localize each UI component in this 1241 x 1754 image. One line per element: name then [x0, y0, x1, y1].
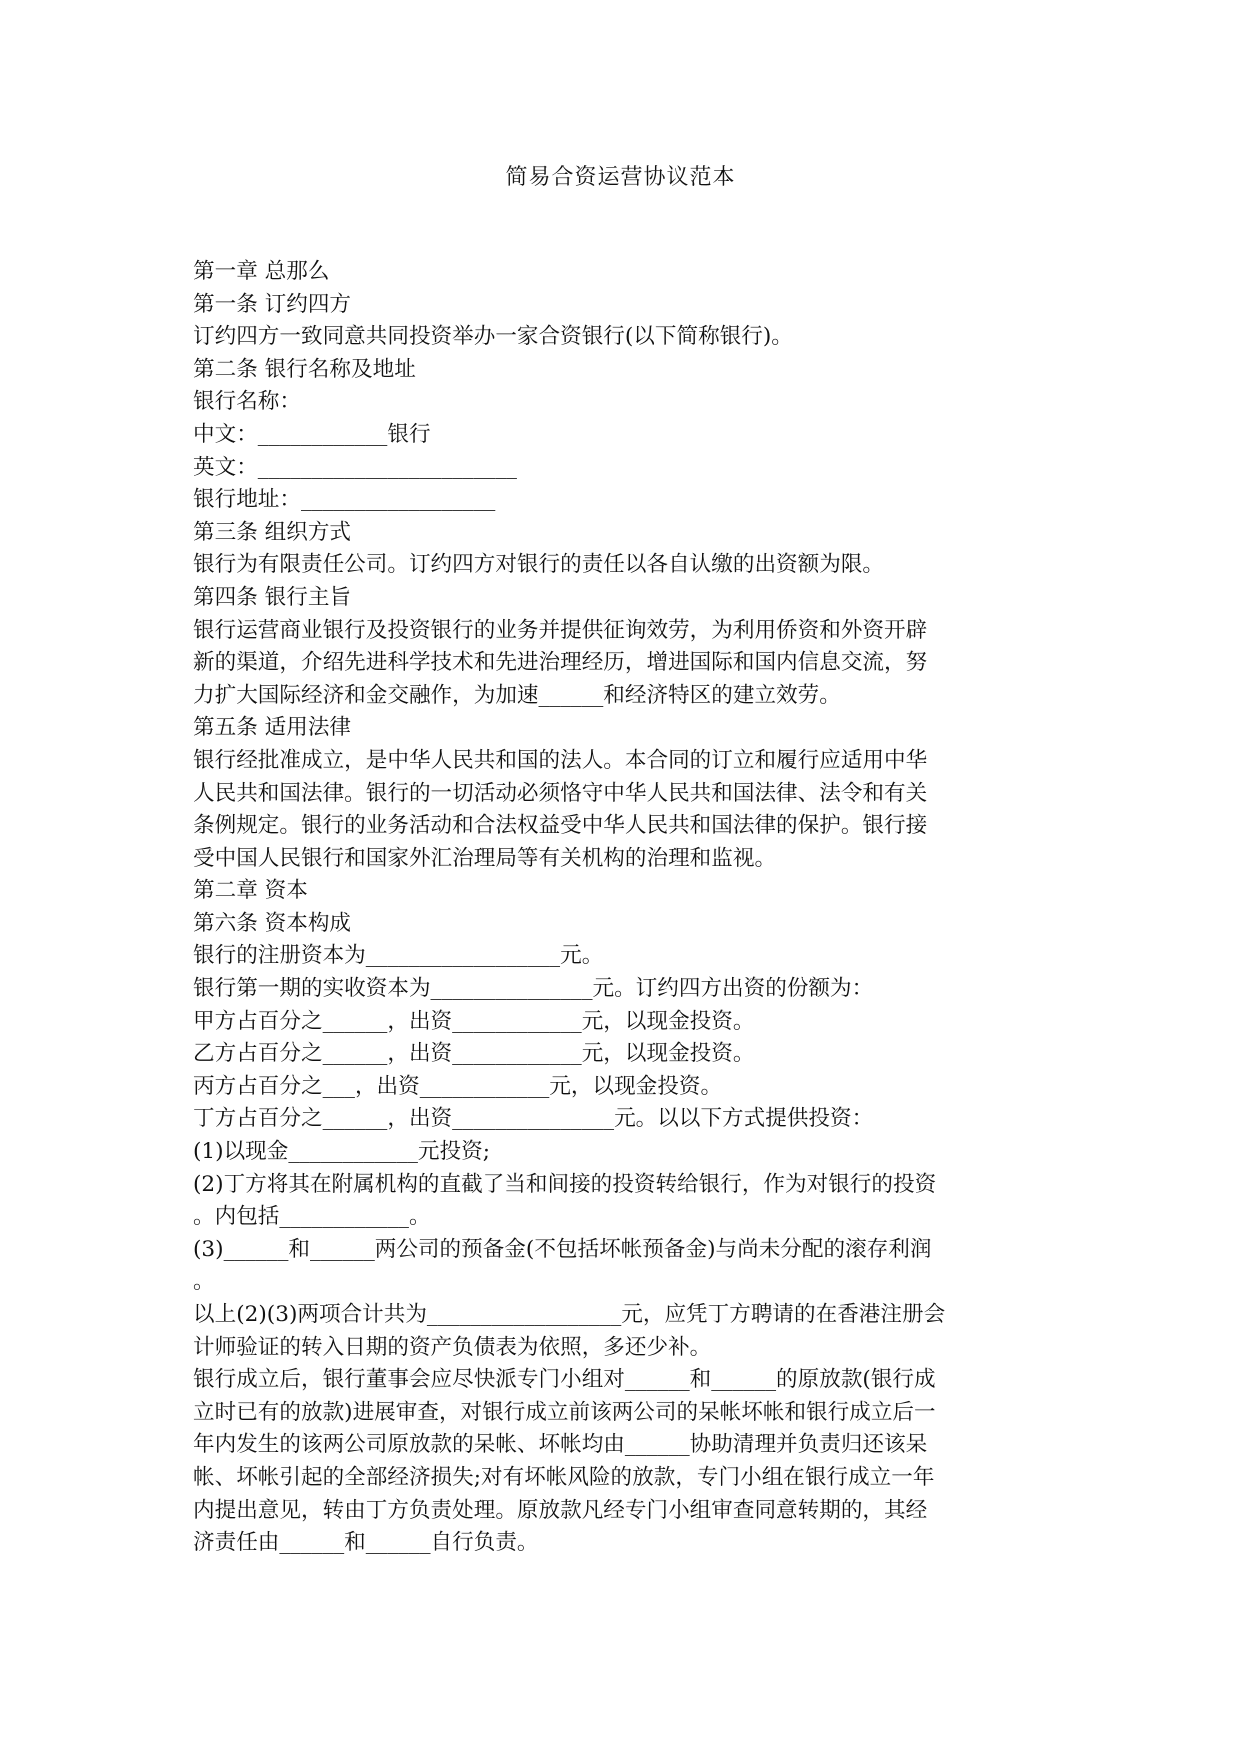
document-line: 银行运营商业银行及投资银行的业务并提供征询效劳，为利用侨资和外资开辟: [193, 617, 928, 643]
document-line: 。: [193, 1269, 215, 1295]
document-line: 以上(2)(3)两项合计共为__________________元，应凭丁方聘请的在香港注册会: [193, 1302, 946, 1327]
document-line: 人民共和国法律。银行的一切活动必须恪守中华人民共和国法律、法令和有关: [193, 780, 928, 806]
document-line: (2)丁方将其在附属机构的直截了当和间接的投资转给银行，作为对银行的投资: [193, 1171, 937, 1197]
document-line: 第六条 资本构成: [193, 910, 352, 936]
document-line: 帐、坏帐引起的全部经济损失;对有坏帐风险的放款，专门小组在银行成立一年: [193, 1464, 935, 1490]
document-line: 订约四方一致同意共同投资举办一家合资银行(以下简称银行)。: [193, 324, 793, 350]
document-line: 银行名称：: [193, 389, 301, 415]
document-line: 年内发生的该两公司原放款的呆帐、坏帐均由______协助清理并负责归还该呆: [193, 1432, 928, 1458]
document-line: 甲方占百分之______，出资____________元，以现金投资。: [193, 1008, 755, 1034]
document-line: 济责任由______和______自行负责。: [193, 1530, 539, 1556]
document-line: 乙方占百分之______，出资____________元，以现金投资。: [193, 1041, 755, 1067]
document-line: 丁方占百分之______，出资_______________元。以以下方式提供投资：: [193, 1106, 874, 1132]
document-line: (1)以现金____________元投资;: [193, 1139, 490, 1165]
document-line: 力扩大国际经济和金交融作，为加速______和经济特区的建立效劳。: [193, 682, 841, 708]
document-line: 受中国人民银行和国家外汇治理局等有关机构的治理和监视。: [193, 845, 777, 871]
document-line: 银行的注册资本为__________________元。: [193, 943, 604, 969]
document-line: 。内包括____________。: [193, 1204, 431, 1230]
document-line: 计师验证的转入日期的资产负债表为依照，多还少补。: [193, 1334, 712, 1360]
document-line: (3)______和______两公司的预备金(不包括坏帐预备金)与尚未分配的滚存利润: [193, 1236, 932, 1262]
document-line: 银行成立后，银行董事会应尽快派专门小组对______和______的原放款(银行成: [193, 1367, 936, 1393]
document-line: 丙方占百分之___，出资____________元，以现金投资。: [193, 1073, 723, 1099]
document-line: 第一条 订约四方: [193, 291, 352, 317]
document-line: 第一章 总那么: [193, 259, 330, 284]
document-line: 第二章 资本: [193, 878, 308, 904]
document-line: 银行地址：__________________: [193, 487, 496, 513]
document-line: 第五条 适用法律: [193, 715, 352, 741]
document-line: 第三条 组织方式: [193, 519, 352, 545]
document-line: 银行为有限责任公司。订约四方对银行的责任以各自认缴的出资额为限。: [193, 552, 885, 578]
document-line: 第四条 银行主旨: [193, 584, 352, 610]
document-line: 条例规定。银行的业务活动和合法权益受中华人民共和国法律的保护。银行接: [193, 813, 928, 839]
document-line: 第二条 银行名称及地址: [193, 356, 416, 382]
document-title: 简易合资运营协议范本: [505, 165, 736, 190]
document-line: 立时已有的放款)进展审查，对银行成立前该两公司的呆帐坏帐和银行成立后一: [193, 1399, 936, 1425]
document-line: 银行第一期的实收资本为_______________元。订约四方出资的份额为：: [193, 976, 874, 1002]
document-line: 中文：____________银行: [193, 421, 431, 447]
document-line: 新的渠道，介绍先进科学技术和先进治理经历，增进国际和国内信息交流，努: [193, 650, 928, 676]
document-line: 内提出意见，转由丁方负责处理。原放款凡经专门小组审查同意转期的，其经: [193, 1497, 928, 1523]
document-line: 英文：________________________: [193, 454, 517, 480]
document-line: 银行经批准成立，是中华人民共和国的法人。本合同的订立和履行应适用中华: [193, 747, 928, 773]
document-body: [193, 256, 1047, 1560]
